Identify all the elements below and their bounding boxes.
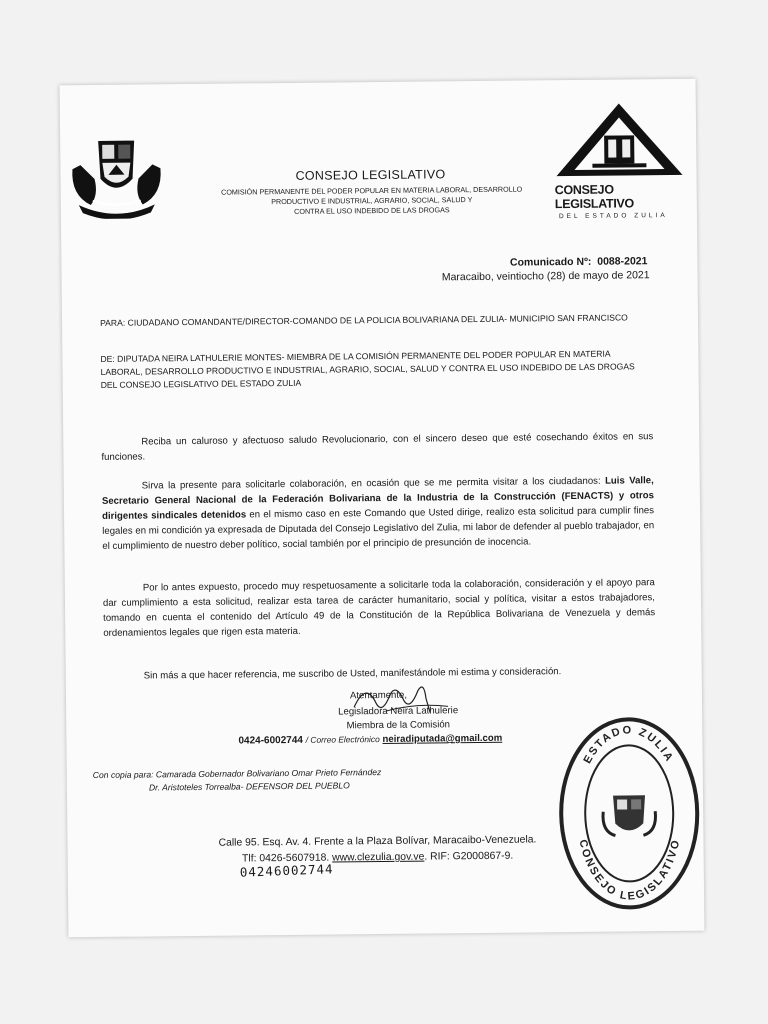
stamp-bottom-text: CONSEJO LEGISLATIVO — [576, 837, 683, 903]
logo-name: CONSEJO LEGISLATIVO — [554, 182, 635, 212]
body-paragraph — [103, 575, 656, 641]
signer-contact — [238, 732, 578, 747]
body-paragraph-bold: Luis Valle, Secretario General Nacional de la Federación Bolivariana de la Industria de la Construcción (FENACTS) y otros dirigentes sindicales detenidos — [101, 475, 654, 522]
letterhead-subtitle-line: PRODUCTIVO E INDUSTRIAL, AGRARIO, SOCIAL, SALUD Y — [271, 195, 473, 207]
official-stamp — [556, 715, 702, 912]
body-paragraph — [102, 473, 655, 554]
coat-of-arms-icon — [68, 134, 165, 219]
body-paragraph — [101, 429, 653, 465]
letterhead-subtitle-line: CONTRA EL USO INDEBIDO DE LAS DROGAS — [294, 205, 450, 216]
de-line: DE: DIPUTADA NEIRA LATHULERIE MONTES- MIEMBRA DE LA COMISIÓN PERMANENTE DEL PODER POPULAR EN MATERIA LABORAL, DESARROLLO PRODUCTIVO E INDUSTRIAL, AGRARIO, SOCIAL, SALUD Y CONTRA EL USO INDEBIDO DE LAS DROGAS DEL CONSEJO LEGISLATIVO DEL ESTADO ZULIA — [100, 348, 635, 390]
body-paragraph-text: Reciba un caluroso y afectuoso saludo Revolucionario, con el sincero deseo que esté cosechando éxitos en sus funciones. — [101, 431, 654, 463]
letter-date: Maracaibo, veintiocho (28) de mayo de 2021 — [441, 269, 650, 284]
email-label: / Correo Electrónico — [305, 734, 380, 745]
footer-rif: . RIF: G2000867-9. — [424, 850, 514, 863]
signer-name: Legisladora Neira Lathulerie — [338, 705, 459, 718]
copy-recipients — [93, 765, 513, 795]
signer-email[interactable]: neiradiputada@gmail.com — [382, 732, 503, 746]
building-pediment-icon — [554, 99, 685, 180]
stamp-top-text: ESTADO ZULIA — [581, 724, 676, 766]
cc-line: Dr. Aristoteles Torrealba- DEFENSOR DEL PUEBLO — [148, 780, 350, 793]
comunicado-number — [421, 255, 647, 269]
letterhead-title: CONSEJO LEGISLATIVO — [295, 167, 446, 183]
para-line: PARA: CIUDADANO COMANDANTE/DIRECTOR-COMANDO DE LA POLICIA BOLIVARIANA DEL ZULIA- MUNICIPIO SAN FRANCISCO — [99, 312, 628, 328]
letter-page — [60, 79, 705, 938]
consejo-legislativo-logo — [554, 99, 685, 221]
footer-address: Calle 95. Esq. Av. 4. Frente a la Plaza Bolívar, Maracaibo-Venezuela. — [218, 834, 537, 849]
cc-line: Con copia para: Camarada Gobernador Bolivariano Omar Prieto Fernández — [92, 767, 382, 781]
closing-salutation: Atentamente, — [349, 689, 408, 702]
letterhead-subtitle-line: COMISIÓN PERMANENTE DEL PODER POPULAR EN MATERIA LABORAL, DESARROLLO — [221, 184, 523, 197]
footer-phone: Tlf: 0426-5607918. — [241, 852, 330, 865]
body-paragraph-text: en el mismo caso en este Comando que Usted dirige, realizo esta solicitud para cumplir fines legales en mi condición ya expresada de Diputada del Consejo Legislativo del Zulia, mi labor de defender al pueblo trabajador, en el cumplimiento de nuestro deber político, social también por el principio de presunción de inocencia. — [102, 505, 655, 552]
handwritten-phone: 04246002744 — [239, 861, 334, 880]
body-paragraph-text: Sirva la presente para solicitarle colaboración, en ocasión que se me permita visitar a los ciudadanos: — [141, 475, 601, 492]
body-paragraph-text: Por lo antes expuesto, procedo muy respetuosamente a solicitarle toda la colaboración, consideración y el apoyo para dar cumplimiento a esta solicitud, realizar esta tarea de carácter humanitario, social y política, visitar a estos trabajadores, tomando en cuenta el contenido del Artículo 49 de la Constitución de la República Bolivariana de Venezuela y demás ordenamientos legales que rigen esta materia. — [102, 577, 656, 639]
footer-website[interactable]: www.clezulia.gov.ve — [332, 851, 425, 864]
footer — [197, 832, 557, 868]
body-paragraph-text: Sin más a que hacer referencia, me suscribo de Usted, manifestándole mi estima y consideración. — [143, 666, 562, 682]
letterhead-subtitle — [197, 184, 547, 218]
signer-phone: 0424-6002744 — [238, 734, 304, 747]
comunicado-label: Comunicado Nº: — [509, 255, 592, 269]
signer-role: Miembra de la Comisión — [346, 719, 451, 732]
stamp-emblem-icon — [603, 795, 656, 836]
comunicado-value: 0088-2021 — [597, 255, 648, 268]
logo-sub: DEL ESTADO ZULIA — [558, 211, 668, 221]
